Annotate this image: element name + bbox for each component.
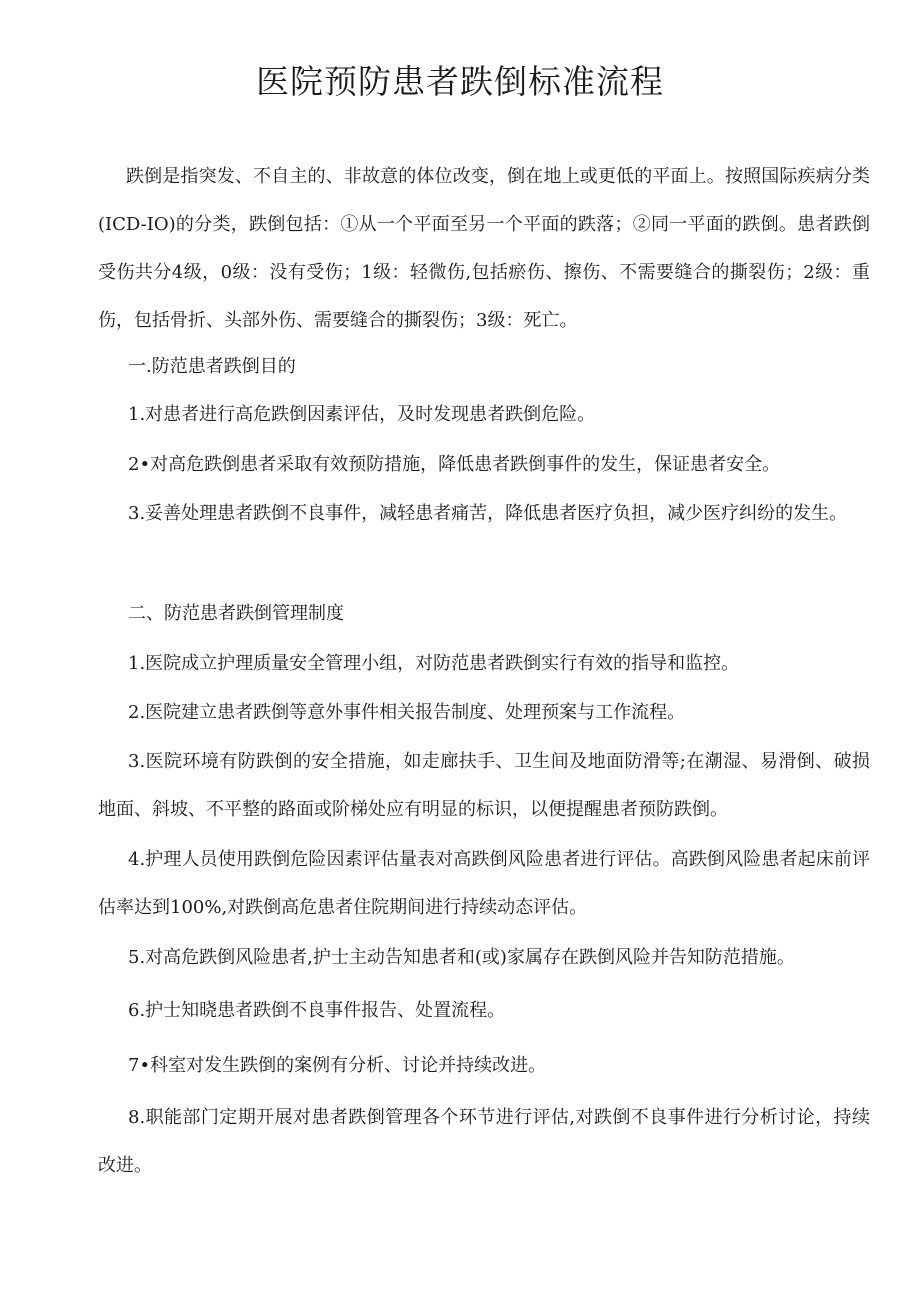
policy-item-7: 7•科室对发生跌倒的案例有分析、讨论并持续改进。 bbox=[128, 1055, 547, 1076]
policy-item-6: 6.护士知晓患者跌倒不良事件报告、处置流程。 bbox=[128, 1000, 506, 1021]
section-heading-policy: 二、防范患者跌倒管理制度 bbox=[128, 603, 344, 624]
policy-item-5: 5.对高危跌倒风险患者,护士主动告知患者和(或)家属存在跌倒风险并告知防范措施。 bbox=[128, 947, 795, 968]
purpose-item-3: 3.妥善处理患者跌倒不良事件，减轻患者痛苦，降低患者医疗负担，减少医疗纠纷的发生。 bbox=[128, 503, 848, 524]
policy-item-4: 4.护理人员使用跌倒危险因素评估量表对高跌倒风险患者进行评估。高跌倒风险患者起床前评估率达到100%,对跌倒高危患者住院期间进行持续动态评估。 bbox=[98, 849, 870, 918]
purpose-item-2: 2•对高危跌倒患者采取有效预防措施，降低患者跌倒事件的发生，保证患者安全。 bbox=[128, 454, 781, 475]
policy-item-1: 1.医院成立护理质量安全管理小组，对防范患者跌倒实行有效的指导和监控。 bbox=[128, 653, 740, 674]
policy-item-8: 8.职能部门定期开展对患者跌倒管理各个环节进行评估,对跌倒不良事件进行分析讨论，持续改进。 bbox=[98, 1107, 870, 1176]
policy-item-2: 2.医院建立患者跌倒等意外事件相关报告制度、处理预案与工作流程。 bbox=[128, 702, 686, 723]
section-heading-purpose: 一.防范患者跌倒目的 bbox=[128, 356, 296, 377]
purpose-item-1: 1.对患者进行高危跌倒因素评估，及时发现患者跌倒危险。 bbox=[128, 404, 596, 425]
policy-item-3: 3.医院环境有防跌倒的安全措施，如走廊扶手、卫生间及地面防滑等;在潮湿、易滑倒、破损地面、斜坡、不平整的路面或阶梯处应有明显的标识，以便提醒患者预防跌倒。 bbox=[98, 751, 870, 820]
document-title: 医院预防患者跌倒标准流程 bbox=[256, 62, 664, 101]
intro-paragraph: 跌倒是指突发、不自主的、非故意的体位改变，倒在地上或更低的平面上。按照国际疾病分类(ICD-IO)的分类，跌倒包括：①从一个平面至另一个平面的跌落；②同一平面的跌倒。患者跌倒受伤共分4级，0级：没有受伤；1级：轻微伤,包括瘀伤、擦伤、不需要缝合的撕裂伤；2级：重伤，包括骨折、头部外伤、需要缝合的撕裂伤；3级：死亡。 bbox=[98, 166, 870, 331]
